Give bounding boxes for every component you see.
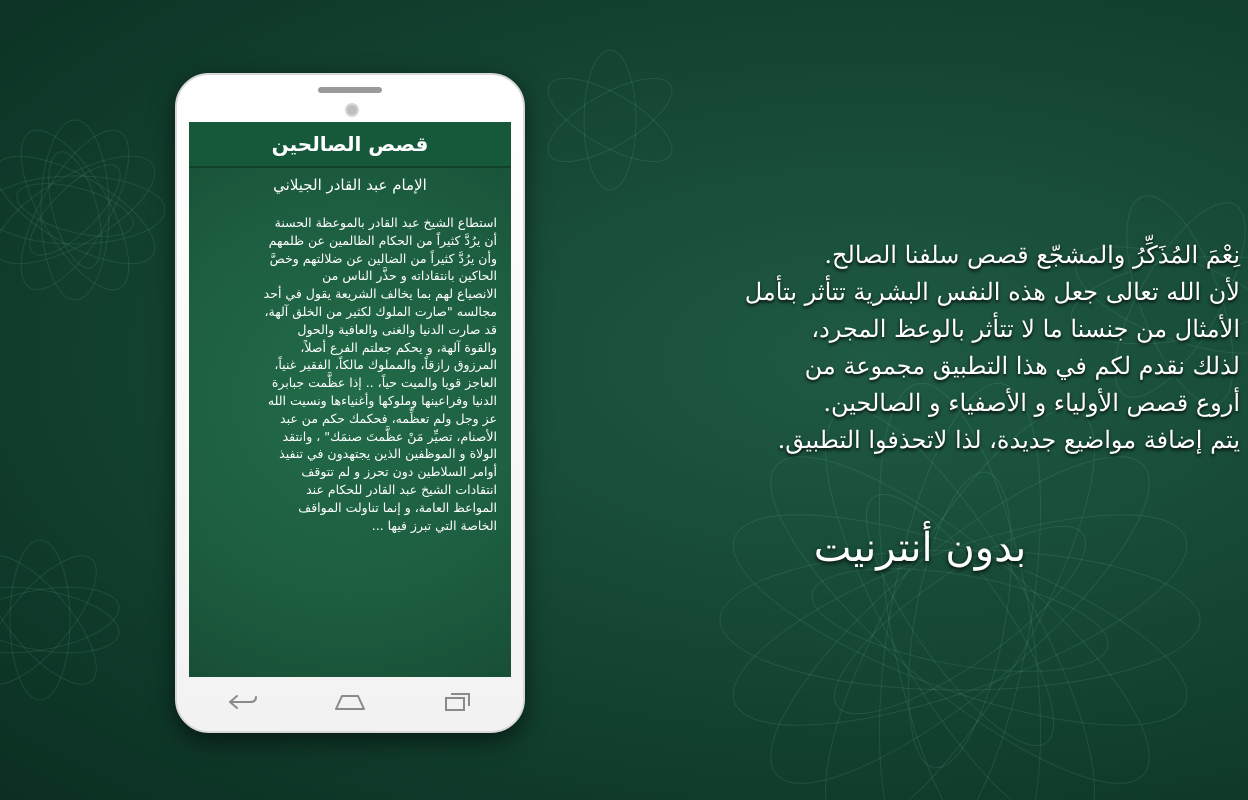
promo-line: الأمثال من جنسنا ما لا تتأثر بالوعظ المجرد، — [811, 315, 1240, 343]
promo-line: أروع قصص الأولياء و الأصفياء و الصالحين. — [823, 389, 1240, 417]
story-line: الولاة و الموظفين الذين يجتهدون في تنفيذ — [279, 446, 497, 462]
promo-line: لأن الله تعالى جعل هذه النفس البشرية تتأثر بتأمل — [744, 278, 1240, 306]
promo-line: نِعْمَ المُذَكِّرُ والمشجّع قصص سلفنا الصالح. — [824, 241, 1240, 269]
story-line: الحاكين بانتقاداته و حذَّر الناس من — [322, 268, 497, 284]
story-line: الدنيا وفراعينها وملوكها وأغنياءها ونسيت الله — [267, 392, 497, 408]
promo-description — [600, 237, 1240, 459]
story-line: قد صارت الدنيا والغنى والعافية والحول — [297, 321, 497, 337]
story-title: الإمام عبد القادر الجيلاني — [273, 176, 427, 194]
story-line: انتقادات الشيخ عبد القادر للحكام عند — [306, 481, 497, 497]
app-header — [189, 122, 511, 168]
story-line: الانصياع لهم بما يخالف الشريعة يقول في أحد — [263, 286, 497, 302]
story-line: والقوة آلهة، و يحكم جعلتم الفرع أصلاً، — [300, 339, 497, 355]
story-line: المرزوق رازقاً، والمملوك مالكاً، الفقير غنياً، — [274, 357, 497, 373]
back-icon — [228, 693, 258, 711]
promo-line: يتم إضافة مواضيع جديدة، لذا لاتحذفوا التطبيق. — [777, 426, 1240, 454]
recent-apps-button[interactable] — [437, 687, 477, 717]
recent-apps-icon — [443, 692, 471, 712]
phone-camera — [345, 103, 359, 117]
offline-label: بدون أنترنيت — [813, 525, 1027, 571]
story-line: الأصنام، تصيِّر مَنْ عظَّمتَ صنمَك" ، وانتقد — [282, 428, 497, 444]
phone-speaker — [318, 87, 382, 93]
story-line: الخاصة التي تبرز فيها ... — [371, 517, 497, 533]
story-line: أن يرُدَّ كثيراً من الحكام الظالمين عن ظلمهم — [268, 232, 497, 248]
story-line: عز وجل ولم تعظِّمه، فحكمك حكم من عبد — [280, 410, 497, 426]
story-line: وأن يرُدَّ كثيراً من الضالين عن ضلالتهم وخصَّ — [269, 250, 497, 266]
app-title: قصص الصالحين — [271, 132, 429, 156]
story-body[interactable] — [189, 204, 511, 534]
android-nav-bar — [189, 677, 511, 727]
home-button[interactable] — [330, 687, 370, 717]
promo-line: لذلك نقدم لكم في هذا التطبيق مجموعة من — [804, 352, 1240, 380]
story-line: المواعظ العامة، و إنما تناولت المواقف — [298, 499, 497, 515]
story-line: مجالسه "صارت الملوك لكثير من الخلق آلهة، — [264, 303, 497, 319]
phone-screen — [189, 122, 511, 677]
story-line: أوامر السلاطين دون تحرز و لم تتوقف — [301, 464, 497, 480]
back-button[interactable] — [223, 687, 263, 717]
story-line: العاجز قويا والميت حياً، .. إذا عظَّمت جبابرة — [271, 375, 497, 391]
story-line: استطاع الشيخ عبد القادر بالموعظة الحسنة — [274, 215, 497, 230]
phone-mockup — [175, 73, 525, 733]
home-icon — [334, 693, 366, 711]
